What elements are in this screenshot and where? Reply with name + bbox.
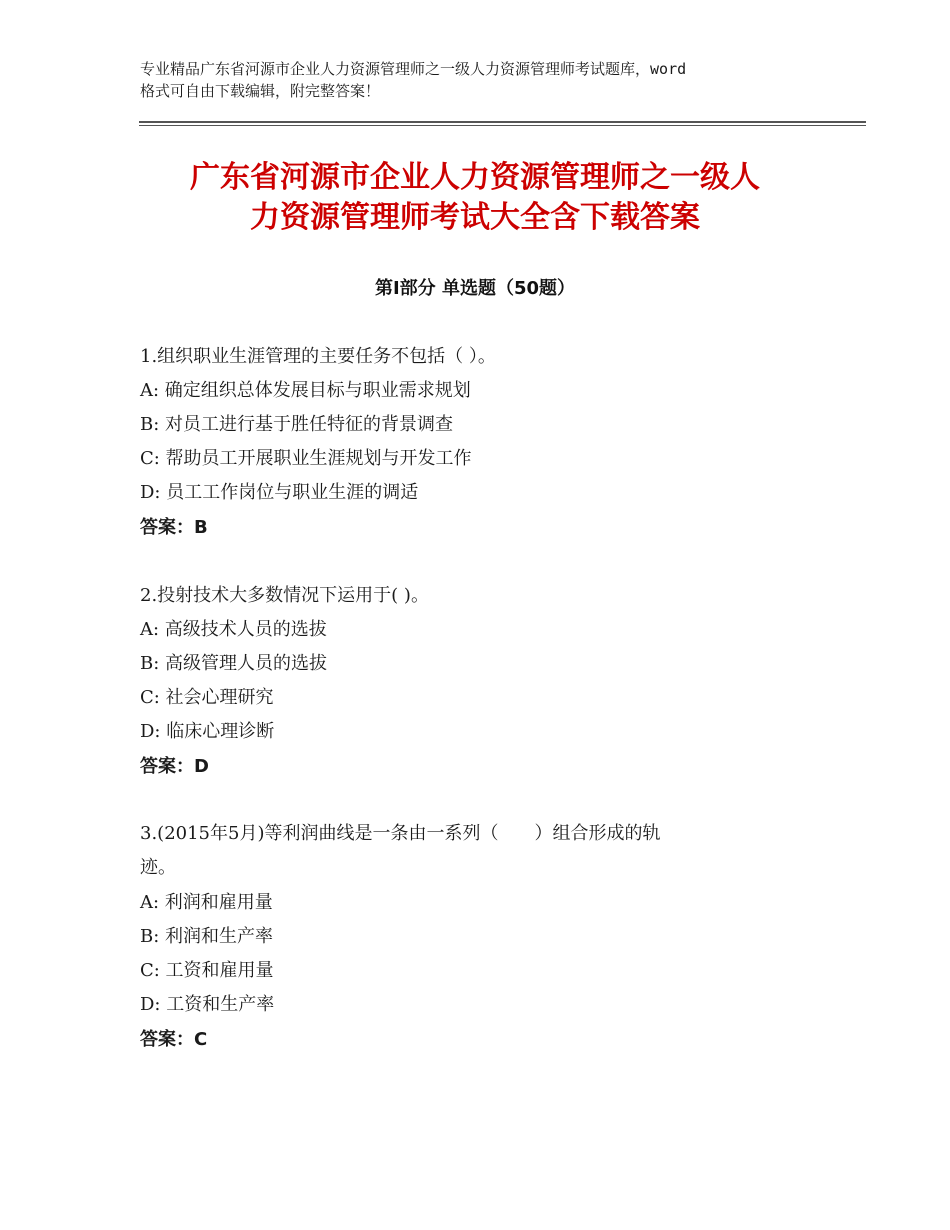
question-option: A: 利润和雇用量 xyxy=(140,892,273,913)
header-note xyxy=(140,58,830,102)
question-option: D: 工资和生产率 xyxy=(140,994,275,1015)
question-option: B: 高级管理人员的选拔 xyxy=(140,653,328,674)
question-option: B: 利润和生产率 xyxy=(140,926,274,947)
question-stem: 2.投射技术大多数情况下运用于( )。 xyxy=(140,585,429,606)
question-stem-continued: 迹。 xyxy=(140,857,176,878)
question-option: B: 对员工进行基于胜任特征的背景调查 xyxy=(140,414,454,435)
question-option: C: 工资和雇用量 xyxy=(140,960,274,981)
question-answer: 答案：D xyxy=(140,756,209,777)
question-stem: 3.(2015年5月)等利润曲线是一条由一系列（ ）组合形成的轨 xyxy=(140,823,661,844)
question-answer: 答案：C xyxy=(140,1029,208,1050)
question-stem: 1.组织职业生涯管理的主要任务不包括（ ）。 xyxy=(140,346,496,367)
section-title: 第Ⅰ部分 单选题（50题） xyxy=(374,278,575,299)
divider-line xyxy=(139,121,866,123)
question-option: C: 社会心理研究 xyxy=(140,687,274,708)
question-answer: 答案：B xyxy=(140,517,208,538)
document-title-line: 力资源管理师考试大全含下载答案 xyxy=(250,200,700,235)
question-option: C: 帮助员工开展职业生涯规划与开发工作 xyxy=(140,448,472,469)
header-note-line: 格式可自由下载编辑，附完整答案！ xyxy=(140,82,381,100)
question-option: D: 临床心理诊断 xyxy=(140,721,275,742)
question-option: A: 确定组织总体发展目标与职业需求规划 xyxy=(140,380,471,401)
document-title-line: 广东省河源市企业人力资源管理师之一级人 xyxy=(190,160,760,195)
header-note-line: 专业精品广东省河源市企业人力资源管理师之一级人力资源管理师考试题库，word xyxy=(140,60,687,78)
divider-line xyxy=(139,125,866,126)
document-title xyxy=(100,158,850,238)
question-option: A: 高级技术人员的选拔 xyxy=(140,619,327,640)
question-option: D: 员工工作岗位与职业生涯的调适 xyxy=(140,482,419,503)
